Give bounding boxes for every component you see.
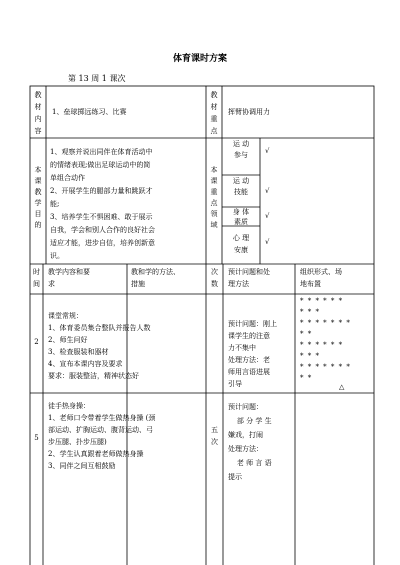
- section1-problems: 预计问题：刚上 课学生的注意 力不集中 处理方法：老 师用言语进展 引导: [228, 320, 277, 388]
- objectives-text: 1、观察并说出同伴在体育活动中 的情绪表现;做出足球运动中的简 单组合动作 2、开展学生的腿部力量和跳跃才 能; 3、培养学生不惧困难、敢于展示 自我，学会和别人合作的良好社会 适应才能，进步自信，培养创新意 识。: [50, 148, 155, 260]
- header-org: 组织形式、场 地布置: [300, 268, 342, 288]
- domain-check-2: √: [265, 187, 270, 195]
- section2-content: 徒手热身操： 1、老师口令带着学生做热身操 (颈 部运动、扩胸运动、腹背运动、弓 步压腿、扑步压腿) 2、学生认真跟着老师做热身操 3、同伴之间互相鼓励: [48, 402, 156, 470]
- domain-name-4: 心 理 安康: [232, 234, 250, 254]
- content-label: 教 材 内 容: [34, 91, 42, 135]
- domain-name-3: 身 体 素质: [232, 208, 250, 226]
- domain-check-4: √: [265, 238, 270, 246]
- header-content: 教学内容和要 求: [48, 268, 90, 288]
- objectives-label: 本 课 教 学 目 的: [34, 166, 42, 229]
- domain-label: 本 课 重 点 领 域: [210, 166, 218, 229]
- header-method: 教和学的方法、 措施: [131, 268, 180, 288]
- domain-name-1: 运 动 参与: [232, 140, 250, 159]
- page-title: 体育课时方案: [172, 54, 227, 64]
- domain-name-2: 运 动 技能: [232, 177, 250, 196]
- header-time: 时 间: [33, 268, 40, 288]
- section2-problems: 预计问题： 部 分 学 生 嫌戏，打闹 处理方法： 老 师 言 语 提示: [228, 403, 272, 481]
- domain-check-3: √: [265, 212, 270, 220]
- content-value: 1、垒球掷远练习、比赛: [52, 108, 127, 116]
- formation-diagram: * * * * * * * * * * * * * * * * * * * * * * * * * * * * * * * * * * * *: [300, 297, 351, 382]
- focus-value: 挥臂协调用力: [228, 108, 270, 116]
- domain-check-1: √: [265, 147, 270, 155]
- section2-time: 5: [34, 434, 39, 442]
- week-lesson-label: 第 13 周 1 课次: [68, 74, 126, 83]
- section1-content: 课堂常规： 1、体育委员集合整队并报告人数 2、师生问好 3、检查服装和器材 4、宣布本课内容及要求 要求：服装整洁，精神状态好: [48, 312, 151, 380]
- teacher-position-icon: △: [339, 383, 345, 391]
- header-count: 次 数: [211, 268, 218, 288]
- focus-label: 教 材 重 点: [210, 91, 218, 135]
- section1-time: 2: [34, 338, 39, 346]
- header-problems: 预计问题和处 理方法: [228, 268, 270, 288]
- section2-count: 五 次: [211, 426, 218, 446]
